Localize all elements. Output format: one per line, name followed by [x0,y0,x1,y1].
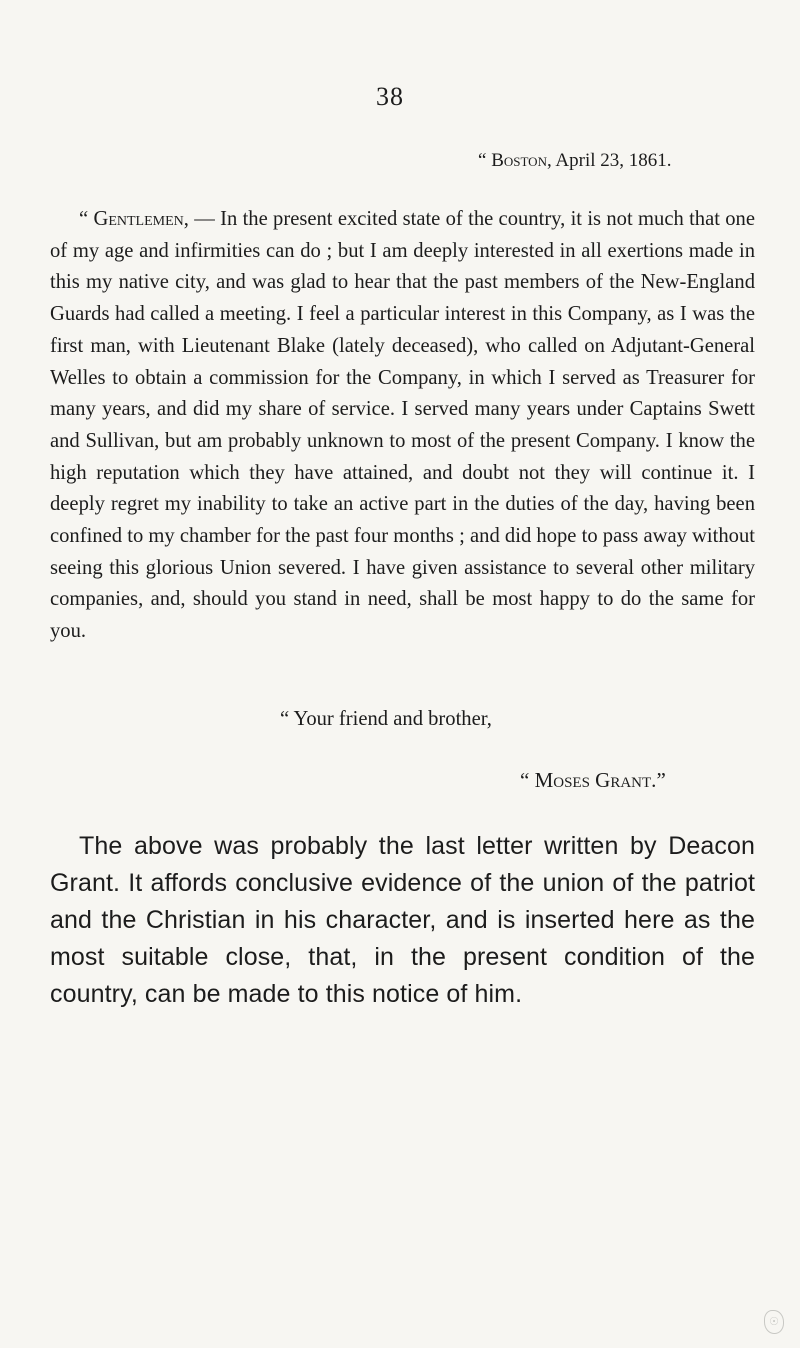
signature-name: Moses Grant. [534,768,657,792]
letter-salutation: Gentlemen, [93,208,189,230]
letter-dateline [478,150,672,172]
salutation-open-quote: “ [79,208,94,230]
page-number: 38 [376,82,404,111]
commentary-paragraph: The above was probably the last letter written by Deacon Grant. It affords conclusive evidence of the union of the patriot and the Christian in his character, and is inserted here as the most suitable close, that, in the present condition of the country, can be made to this notice of him. [50,832,755,1008]
dateline-place: Boston, [491,150,552,171]
dateline-date: April 23, 1861. [551,150,672,171]
signature-open-quote: “ [520,768,535,792]
letter-body-paragraph [50,204,755,648]
letter-signature [520,768,666,793]
library-stamp-icon: ☉ [764,1310,784,1334]
letter-body-text: — In the present excited state of the country, it is not much that one of my age and infirmities can do ; but I am deeply interested in all exertions made in this my native city, and was glad to hear that the past members of the New-England Guards had called a meeting. I feel a particular interest in this Company, as I was the first man, with Lieutenant Blake (lately deceased), who called on Adjutant-General Welles to obtain a commission for the Company, in which I served as Treasurer for many years, and did my share of service. I served many years under Captains Swett and Sullivan, but am probably unknown to most of the present Company. I know the high reputation which they have attained, and doubt not they will continue it. I deeply regret my inability to take an active part in the duties of the day, having been confined to my chamber for the past four months ; and did hope to pass away without seeing this glorious Union severed. I have given assistance to several other military companies, and, should you stand in need, shall be most happy to do the same for you. [50,208,755,643]
signature-close-quote: ” [656,768,666,792]
dateline-open-quote: “ [478,150,492,171]
letter-closing: “ Your friend and brother, [280,708,492,730]
